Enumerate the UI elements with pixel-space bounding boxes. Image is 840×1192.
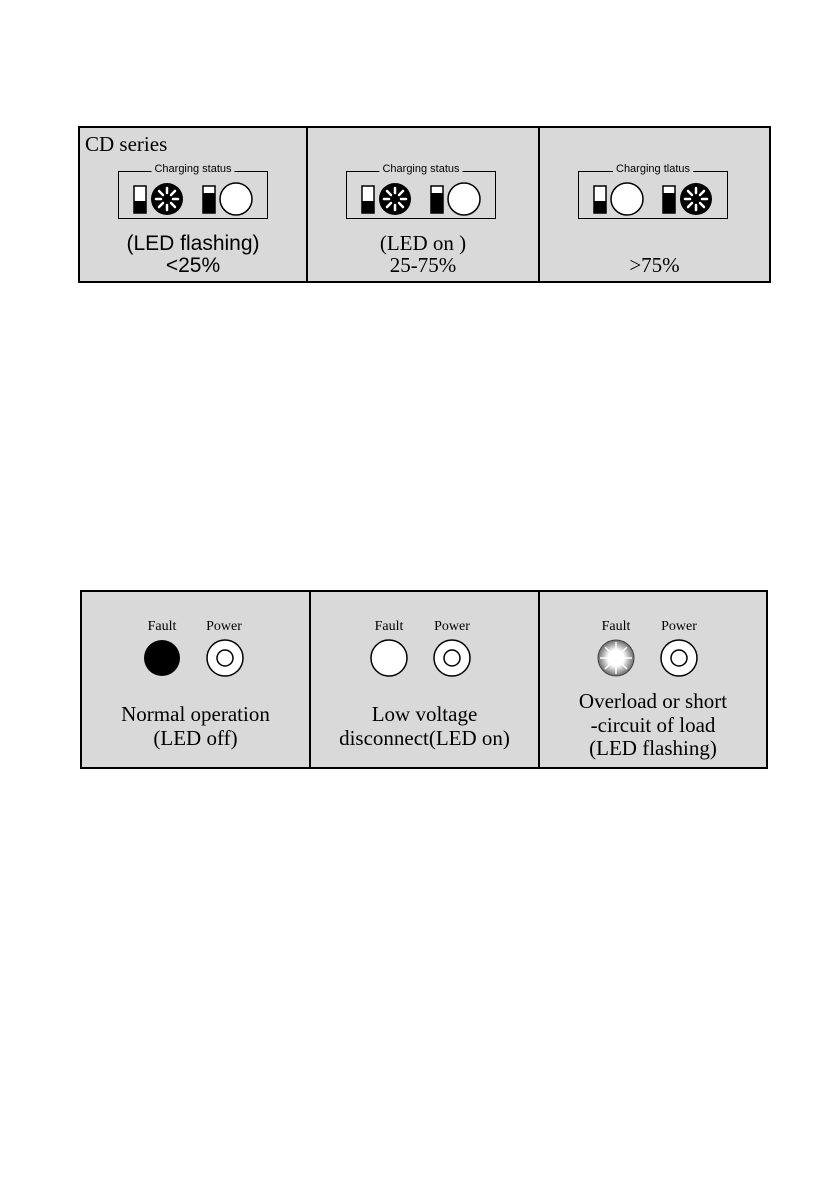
power-led-icon bbox=[659, 638, 699, 678]
status-line: Normal operation bbox=[121, 702, 270, 726]
battery-icon bbox=[663, 186, 675, 213]
charging-status-description bbox=[80, 233, 306, 277]
fault-led-flashing-icon bbox=[596, 638, 636, 678]
series-title: CD series bbox=[85, 132, 168, 156]
status-line: (LED flashing) bbox=[589, 736, 717, 761]
charging-cell-high bbox=[540, 128, 769, 281]
fault-status-description bbox=[540, 690, 766, 761]
fault-status-description bbox=[82, 703, 309, 750]
status-line: Overload or short bbox=[578, 689, 728, 713]
battery-icon bbox=[134, 186, 146, 213]
status-line: <25% bbox=[165, 254, 221, 278]
status-line: Low voltage bbox=[371, 702, 478, 726]
power-label: Power bbox=[434, 619, 470, 634]
fault-label: Fault bbox=[601, 619, 631, 634]
fault-led-off-icon bbox=[142, 638, 182, 678]
unlit-led-icon bbox=[611, 183, 643, 215]
charging-status-panel bbox=[78, 126, 771, 283]
power-label: Power bbox=[206, 619, 242, 634]
charging-status-description bbox=[540, 232, 769, 276]
charging-indicator-frame bbox=[118, 163, 268, 219]
battery-icon bbox=[431, 186, 443, 213]
power-led-icon bbox=[205, 638, 245, 678]
charging-status-caption: Charging status bbox=[151, 163, 234, 175]
flashing-led-icon bbox=[151, 183, 183, 215]
power-label: Power bbox=[661, 619, 697, 634]
flashing-led-icon bbox=[680, 183, 712, 215]
charging-indicator-frame bbox=[346, 163, 496, 219]
charging-cell-low bbox=[80, 128, 308, 281]
fault-label: Fault bbox=[374, 619, 404, 634]
status-line: (LED off) bbox=[153, 725, 238, 750]
charging-indicator-frame bbox=[578, 163, 728, 219]
unlit-led-icon bbox=[448, 183, 480, 215]
battery-icon bbox=[203, 186, 215, 213]
lit-led-icon bbox=[379, 183, 411, 215]
charging-leds bbox=[347, 172, 497, 220]
status-line: 25-75% bbox=[389, 253, 457, 278]
fault-status-description bbox=[311, 703, 538, 750]
fault-cell-normal bbox=[82, 592, 311, 767]
charging-leds bbox=[119, 172, 269, 220]
status-line: >75% bbox=[629, 253, 680, 277]
status-line bbox=[540, 232, 769, 254]
charging-status-description bbox=[308, 232, 538, 276]
charging-leds bbox=[579, 172, 729, 220]
battery-icon bbox=[594, 186, 606, 213]
power-led-icon bbox=[432, 638, 472, 678]
status-line: (LED on ) bbox=[379, 231, 467, 255]
unlit-led-icon bbox=[220, 183, 252, 215]
status-line: (LED flashing) bbox=[126, 232, 260, 255]
status-line: -circuit of load bbox=[590, 712, 716, 737]
fault-label: Fault bbox=[147, 619, 177, 634]
fault-cell-overload bbox=[540, 592, 766, 767]
fault-indicator-panel bbox=[80, 590, 768, 769]
battery-icon bbox=[362, 186, 374, 213]
charging-status-caption: Charging tlatus bbox=[613, 163, 693, 175]
charging-cell-mid bbox=[308, 128, 540, 281]
fault-cell-low-voltage bbox=[311, 592, 540, 767]
fault-led-on-icon bbox=[369, 638, 409, 678]
status-line: disconnect(LED on) bbox=[339, 725, 510, 750]
charging-status-caption: Charging status bbox=[379, 163, 462, 175]
